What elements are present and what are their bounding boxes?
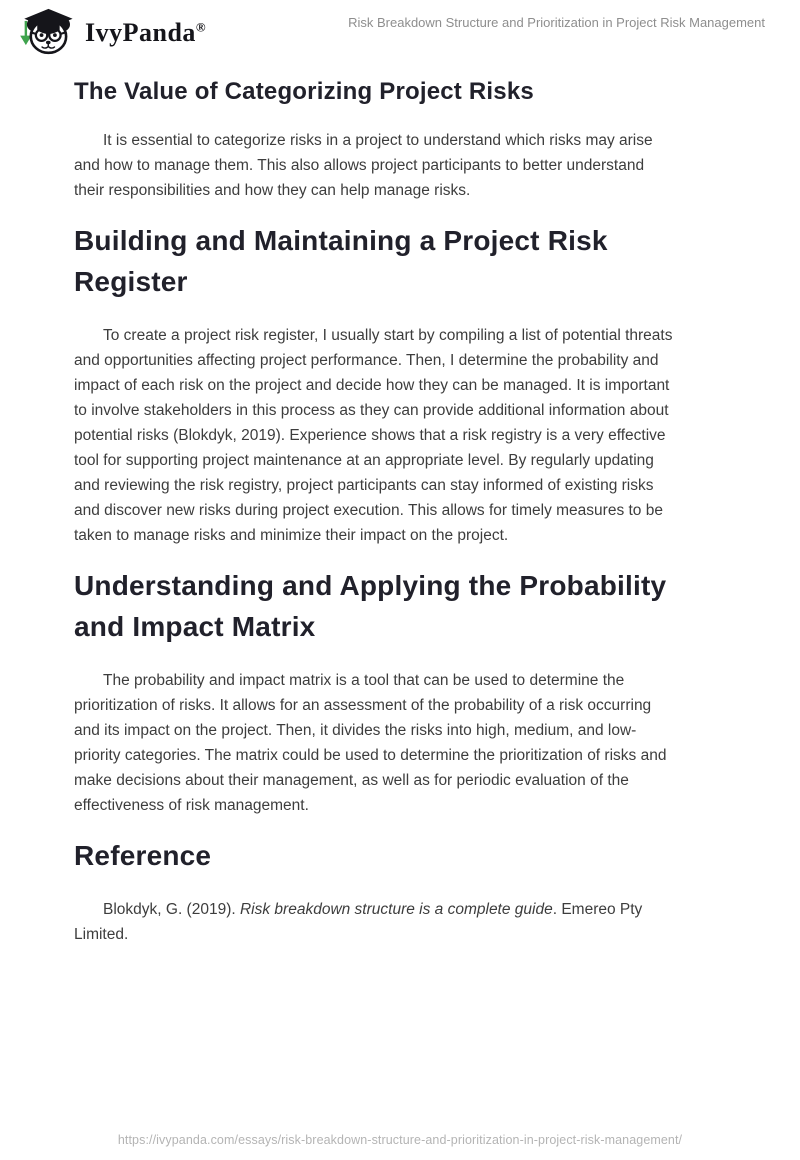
reference-publisher: . Emereo Pty bbox=[552, 901, 643, 918]
logo-text: IvyPanda bbox=[85, 18, 196, 47]
ivypanda-logo bbox=[14, 8, 206, 58]
paragraph: To create a project risk register, I usually start by compiling a list of potential threats and opportunities affecting project performance. Then, I determine the probability and impact of each risk on the project and decide how they can be managed. It is important to involve stakeholders in this process as they can provide additional information about potential risks (Blokdyk, 2019). Experience shows that a risk registry is a very effective tool for supporting project maintenance at an appropriate level. By regularly updating and reviewing the risk registry, project participants can stay informed of existing risks and discover new risks during project execution. This allows for timely measures to be taken to manage risks and minimize their impact on the project. bbox=[74, 327, 673, 544]
paragraph: The probability and impact matrix is a tool that can be used to determine the prioritization of risks. It allows for an assessment of the probability of a risk occurring and its impact on the project. Then, it divides the risks into high, medium, and low- priority categories. The matrix could be used to determine the prioritization of risks and make decisions about their management, as well as for periodic evaluation of the effectiveness of risk management. bbox=[74, 672, 667, 814]
section-heading: Reference bbox=[74, 840, 212, 871]
document-title: Risk Breakdown Structure and Prioritization in Project Risk Management bbox=[348, 15, 765, 30]
section-heading: Understanding and Applying the Probability and Impact Matrix bbox=[74, 570, 667, 642]
footer-url: https://ivypanda.com/essays/risk-breakdown-structure-and-prioritization-in-project-risk-management/ bbox=[117, 1133, 683, 1147]
section-heading: The Value of Categorizing Project Risks bbox=[74, 78, 534, 105]
page-header bbox=[0, 0, 800, 62]
essay-content bbox=[74, 77, 727, 947]
section-heading: Building and Maintaining a Project Risk Register bbox=[74, 225, 608, 297]
section-risk-register bbox=[74, 220, 727, 548]
section-probability-impact-matrix bbox=[74, 565, 727, 818]
reference-line-2: Limited. bbox=[74, 926, 129, 943]
reference-entry bbox=[74, 897, 727, 947]
reference-author-year: Blokdyk, G. (2019). bbox=[103, 901, 240, 918]
reference-line-1 bbox=[74, 897, 727, 922]
logo-wordmark bbox=[85, 8, 206, 58]
section-reference bbox=[74, 835, 727, 947]
panda-graduate-icon bbox=[14, 8, 76, 58]
registered-trademark-symbol: ® bbox=[195, 19, 207, 35]
section-value-of-categorizing bbox=[74, 77, 727, 203]
paragraph: It is essential to categorize risks in a project to understand which risks may arise and how to manage them. This also allows project participants to better understand their responsibilities and how they can help manage risks. bbox=[74, 132, 653, 199]
reference-book-title: Risk breakdown structure is a complete guide bbox=[239, 901, 553, 918]
